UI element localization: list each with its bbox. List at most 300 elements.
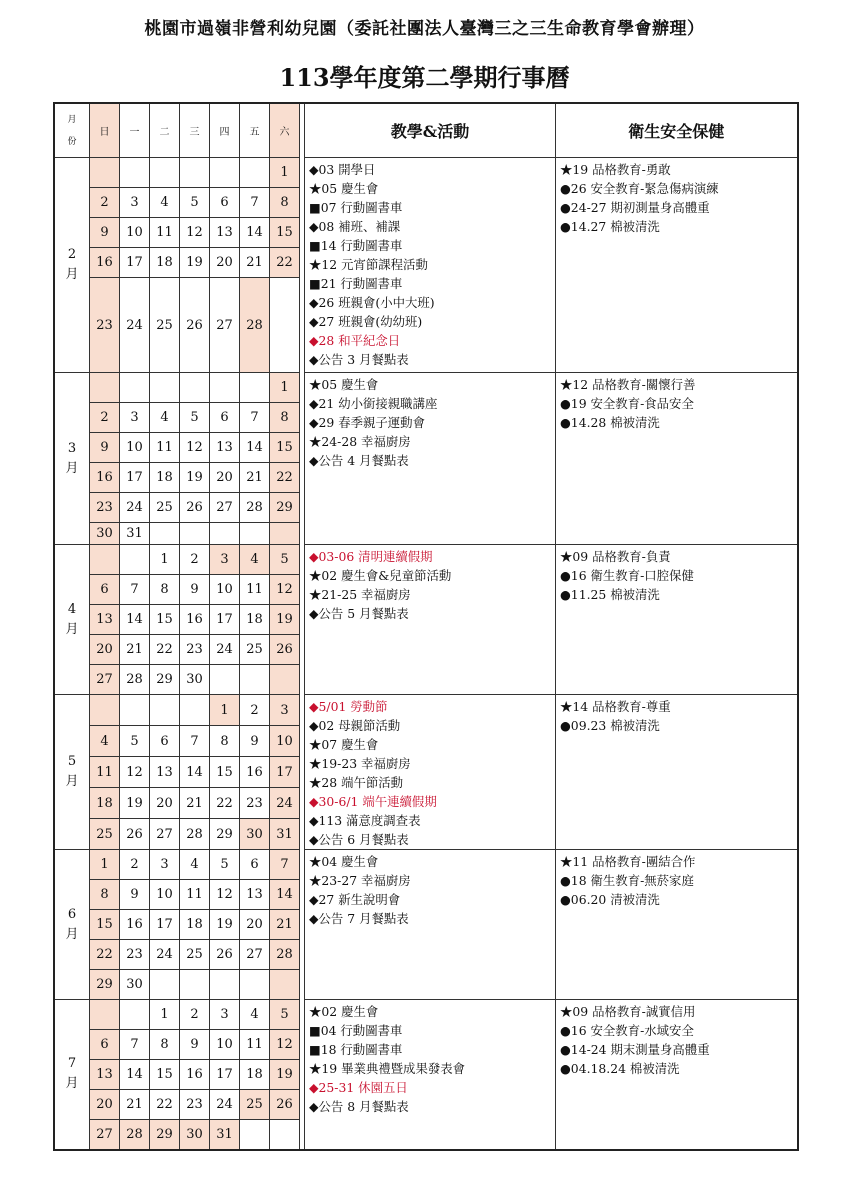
day-cell: 16 (240, 757, 270, 788)
day-cell (270, 665, 300, 695)
day-cell (240, 665, 270, 695)
day-cell: 8 (150, 575, 180, 605)
month-label-part: 月 (65, 267, 79, 282)
day-cell (150, 158, 180, 188)
day-cell: 7 (240, 188, 270, 218)
day-cell (120, 1000, 150, 1030)
day-cell: 18 (150, 463, 180, 493)
health-column-header: 衛生安全保健 (556, 103, 798, 158)
day-cell: 18 (90, 788, 120, 819)
day-cell: 21 (270, 910, 300, 940)
activity-item: ★02 慶生會&兒童節活動 (309, 568, 452, 583)
day-cell: 13 (90, 1060, 120, 1090)
weekday-header-thu: 四 (210, 103, 240, 158)
health-item: ●14.28 棉被清洗 (560, 415, 660, 430)
activity-item: ★28 端午節活動 (309, 775, 404, 790)
day-cell: 18 (180, 910, 210, 940)
health-safety-cell (556, 158, 798, 373)
day-cell: 23 (180, 635, 210, 665)
health-item: ●04.18.24 棉被清洗 (560, 1061, 680, 1076)
activity-item: ◆28 和平紀念日 (309, 333, 401, 348)
day-cell: 5 (180, 403, 210, 433)
day-cell: 4 (240, 545, 270, 575)
day-cell (90, 158, 120, 188)
day-cell: 12 (180, 433, 210, 463)
day-cell (120, 158, 150, 188)
month-label (54, 1000, 90, 1150)
day-cell: 29 (150, 665, 180, 695)
day-cell (180, 970, 210, 1000)
day-cell: 24 (270, 788, 300, 819)
day-cell: 8 (270, 403, 300, 433)
month-label-part: 月 (65, 1076, 79, 1092)
activity-item: ◆27 新生說明會 (309, 892, 401, 907)
calendar-table (53, 102, 799, 1151)
day-cell: 20 (150, 788, 180, 819)
day-cell: 20 (210, 463, 240, 493)
day-cell (150, 523, 180, 545)
activity-item: ■14 行動圖書車 (309, 238, 403, 253)
day-cell: 16 (180, 1060, 210, 1090)
day-cell (240, 523, 270, 545)
day-cell: 25 (240, 635, 270, 665)
day-cell: 6 (150, 726, 180, 757)
day-cell: 4 (150, 403, 180, 433)
health-item: ●14.27 棉被清洗 (560, 219, 660, 234)
day-cell (270, 523, 300, 545)
activity-item: ◆03-06 清明連續假期 (309, 549, 433, 564)
week-row (54, 158, 798, 188)
teaching-activities-cell (305, 158, 556, 373)
month-label-part: 7 (67, 1056, 77, 1072)
day-cell: 24 (210, 1090, 240, 1120)
day-cell (270, 970, 300, 1000)
day-cell (270, 278, 300, 373)
table-header-row (54, 103, 798, 158)
day-cell: 18 (240, 1060, 270, 1090)
health-item: ●14-24 期末測量身高體重 (560, 1042, 710, 1057)
day-cell: 1 (210, 695, 240, 726)
day-cell: 9 (180, 575, 210, 605)
day-cell: 26 (180, 493, 210, 523)
activity-item: ★07 慶生會 (309, 737, 379, 752)
day-cell: 21 (180, 788, 210, 819)
day-cell: 5 (210, 850, 240, 880)
day-cell: 23 (120, 940, 150, 970)
health-safety-cell (556, 695, 798, 850)
month-label-part: 月 (65, 774, 79, 789)
day-cell: 7 (120, 1030, 150, 1060)
day-cell: 8 (210, 726, 240, 757)
day-cell: 2 (90, 403, 120, 433)
day-cell: 2 (240, 695, 270, 726)
activity-item: ★05 慶生會 (309, 377, 379, 392)
day-cell: 19 (270, 605, 300, 635)
day-cell: 20 (210, 248, 240, 278)
day-cell: 12 (120, 757, 150, 788)
day-cell (150, 695, 180, 726)
day-cell: 23 (90, 278, 120, 373)
day-cell: 11 (150, 433, 180, 463)
day-cell: 7 (270, 850, 300, 880)
health-item: ●06.20 清被清洗 (560, 892, 660, 907)
day-cell: 29 (270, 493, 300, 523)
day-cell: 22 (270, 463, 300, 493)
teaching-activities-cell (305, 373, 556, 545)
activity-item: ★12 元宵節課程活動 (309, 257, 428, 272)
day-cell: 4 (180, 850, 210, 880)
day-cell: 12 (210, 880, 240, 910)
day-cell: 4 (240, 1000, 270, 1030)
health-item: ★19 品格教育-勇敢 (560, 162, 671, 177)
organization-name: 桃園市過嶺非營利幼兒園（委託社團法人臺灣三之三生命教育學會辦理） (144, 19, 705, 39)
day-cell: 1 (150, 1000, 180, 1030)
day-cell: 16 (90, 248, 120, 278)
day-cell: 17 (210, 605, 240, 635)
activity-item: ◆08 補班、補課 (309, 219, 401, 234)
health-item: ●19 安全教育-食品安全 (560, 396, 694, 411)
day-cell: 10 (210, 575, 240, 605)
health-item: ●09.23 棉被清洗 (560, 718, 660, 733)
day-cell: 29 (150, 1120, 180, 1150)
day-cell: 20 (240, 910, 270, 940)
activity-item: ◆02 母親節活動 (309, 718, 401, 733)
day-cell: 18 (150, 248, 180, 278)
day-cell: 28 (120, 665, 150, 695)
day-cell: 10 (150, 880, 180, 910)
month-label (54, 850, 90, 1000)
day-cell: 27 (210, 278, 240, 373)
day-cell: 2 (180, 1000, 210, 1030)
day-cell: 20 (90, 635, 120, 665)
weekday-header-mon: 一 (120, 103, 150, 158)
activity-item: ■18 行動圖書車 (309, 1042, 403, 1057)
activity-item: ★04 慶生會 (309, 854, 379, 869)
day-cell: 15 (150, 605, 180, 635)
week-row (54, 695, 798, 726)
day-cell: 11 (240, 575, 270, 605)
day-cell: 17 (120, 463, 150, 493)
day-cell (240, 158, 270, 188)
day-cell: 25 (150, 278, 180, 373)
day-cell: 6 (210, 403, 240, 433)
day-cell: 26 (270, 635, 300, 665)
day-cell: 27 (210, 493, 240, 523)
day-cell: 9 (180, 1030, 210, 1060)
day-cell: 17 (150, 910, 180, 940)
day-cell: 9 (120, 880, 150, 910)
day-cell: 3 (210, 1000, 240, 1030)
health-item: ●26 安全教育-緊急傷病演練 (560, 181, 719, 196)
day-cell: 6 (240, 850, 270, 880)
day-cell (90, 695, 120, 726)
day-cell: 20 (90, 1090, 120, 1120)
day-cell: 19 (180, 463, 210, 493)
day-cell (150, 373, 180, 403)
month-label (54, 545, 90, 695)
day-cell: 30 (180, 665, 210, 695)
day-cell: 28 (240, 278, 270, 373)
day-cell: 11 (240, 1030, 270, 1060)
day-cell (270, 1120, 300, 1150)
day-cell: 7 (180, 726, 210, 757)
day-cell: 5 (180, 188, 210, 218)
day-cell: 5 (120, 726, 150, 757)
day-cell: 26 (120, 819, 150, 850)
day-cell: 25 (180, 940, 210, 970)
health-item: ★12 品格教育-關懷行善 (560, 377, 696, 392)
teaching-activities-cell (305, 1000, 556, 1150)
month-label-part: 月 (65, 926, 79, 942)
day-cell (120, 373, 150, 403)
day-cell (210, 970, 240, 1000)
day-cell: 28 (270, 940, 300, 970)
health-item: ●16 安全教育-水域安全 (560, 1023, 694, 1038)
activity-item: ◆公告 3 月餐點表 (309, 352, 409, 367)
day-cell: 29 (210, 819, 240, 850)
activity-item: ◆03 開學日 (309, 162, 376, 177)
activity-item: ■04 行動圖書車 (309, 1023, 403, 1038)
health-item: ●24-27 期初測量身高體重 (560, 200, 710, 215)
activity-item: ■07 行動圖書車 (309, 200, 403, 215)
day-cell: 16 (90, 463, 120, 493)
day-cell (210, 158, 240, 188)
day-cell: 10 (210, 1030, 240, 1060)
day-cell: 18 (240, 605, 270, 635)
teaching-activities-cell (305, 545, 556, 695)
health-item: ★09 品格教育-負責 (560, 549, 671, 564)
day-cell: 3 (150, 850, 180, 880)
day-cell: 12 (270, 575, 300, 605)
activity-item: ◆30-6/1 端午連續假期 (309, 794, 437, 809)
day-cell: 19 (120, 788, 150, 819)
day-cell: 14 (120, 605, 150, 635)
day-cell: 26 (270, 1090, 300, 1120)
month-header-char-1: 月 (67, 114, 77, 125)
day-cell: 14 (240, 433, 270, 463)
day-cell: 25 (240, 1090, 270, 1120)
day-cell: 2 (180, 545, 210, 575)
day-cell: 23 (240, 788, 270, 819)
activity-item: ★24-28 幸福廚房 (309, 434, 411, 449)
weekday-header-tue: 二 (150, 103, 180, 158)
month-column-header (54, 103, 90, 158)
day-cell: 22 (150, 1090, 180, 1120)
day-cell: 16 (120, 910, 150, 940)
day-cell: 28 (120, 1120, 150, 1150)
activity-item: ★02 慶生會 (309, 1004, 379, 1019)
day-cell (90, 1000, 120, 1030)
activity-item: ◆26 班親會(小中大班) (309, 295, 435, 310)
day-cell: 8 (90, 880, 120, 910)
day-cell: 24 (120, 278, 150, 373)
day-cell (150, 970, 180, 1000)
day-cell: 23 (90, 493, 120, 523)
day-cell: 17 (270, 757, 300, 788)
day-cell (180, 695, 210, 726)
day-cell: 2 (120, 850, 150, 880)
day-cell: 1 (270, 373, 300, 403)
day-cell: 4 (150, 188, 180, 218)
day-cell: 15 (270, 218, 300, 248)
day-cell: 13 (210, 218, 240, 248)
month-label (54, 158, 90, 373)
day-cell: 21 (240, 248, 270, 278)
day-cell: 13 (150, 757, 180, 788)
day-cell: 19 (180, 248, 210, 278)
day-cell (180, 523, 210, 545)
day-cell: 14 (270, 880, 300, 910)
day-cell: 31 (120, 523, 150, 545)
day-cell: 9 (240, 726, 270, 757)
day-cell: 12 (270, 1030, 300, 1060)
day-cell (120, 545, 150, 575)
month-label-part: 2 (67, 247, 77, 262)
teaching-activities-cell (305, 850, 556, 1000)
weekday-header-sat: 六 (270, 103, 300, 158)
day-cell (240, 1120, 270, 1150)
day-cell: 9 (90, 433, 120, 463)
weekday-header-wed: 三 (180, 103, 210, 158)
activity-item: ◆公告 5 月餐點表 (309, 606, 409, 621)
weekday-header-sun: 日 (90, 103, 120, 158)
day-cell: 3 (120, 403, 150, 433)
activity-item: ◆27 班親會(幼幼班) (309, 314, 423, 329)
day-cell: 9 (90, 218, 120, 248)
month-label-part: 3 (67, 440, 77, 456)
day-cell: 19 (270, 1060, 300, 1090)
week-row (54, 545, 798, 575)
month-label-part: 月 (65, 621, 79, 637)
day-cell: 7 (240, 403, 270, 433)
health-safety-cell (556, 1000, 798, 1150)
health-item: ●16 衛生教育-口腔保健 (560, 568, 694, 583)
health-item: ★14 品格教育-尊重 (560, 699, 671, 714)
day-cell (210, 373, 240, 403)
day-cell: 3 (120, 188, 150, 218)
day-cell: 13 (90, 605, 120, 635)
day-cell: 8 (270, 188, 300, 218)
week-row (54, 1000, 798, 1030)
day-cell: 25 (90, 819, 120, 850)
health-item: ★09 品格教育-誠實信用 (560, 1004, 696, 1019)
activity-item: ★19 畢業典禮暨成果發表會 (309, 1061, 466, 1076)
activity-item: ★05 慶生會 (309, 181, 379, 196)
day-cell: 6 (90, 1030, 120, 1060)
day-cell: 15 (90, 910, 120, 940)
day-cell: 19 (210, 910, 240, 940)
day-cell: 27 (90, 1120, 120, 1150)
weekday-header-fri: 五 (240, 103, 270, 158)
day-cell: 22 (270, 248, 300, 278)
day-cell: 14 (240, 218, 270, 248)
day-cell: 3 (270, 695, 300, 726)
day-cell: 27 (150, 819, 180, 850)
day-cell: 11 (90, 757, 120, 788)
day-cell (240, 373, 270, 403)
activity-item: ◆公告 6 月餐點表 (309, 832, 409, 847)
day-cell: 22 (90, 940, 120, 970)
activity-item: ■21 行動圖書車 (309, 276, 403, 291)
activity-item: ◆25-31 休園五日 (309, 1080, 408, 1095)
day-cell: 13 (210, 433, 240, 463)
activity-item: ◆5/01 勞動節 (309, 699, 388, 714)
day-cell: 4 (90, 726, 120, 757)
day-cell: 14 (180, 757, 210, 788)
day-cell (210, 523, 240, 545)
day-cell: 3 (210, 545, 240, 575)
activity-item: ◆113 滿意度調查表 (309, 813, 421, 828)
day-cell: 27 (90, 665, 120, 695)
day-cell: 15 (270, 433, 300, 463)
activity-item: ★19-23 幸福廚房 (309, 756, 411, 771)
month-label (54, 373, 90, 545)
day-cell: 10 (120, 433, 150, 463)
health-safety-cell (556, 545, 798, 695)
day-cell: 2 (90, 188, 120, 218)
day-cell: 26 (180, 278, 210, 373)
day-cell: 7 (120, 575, 150, 605)
activity-item: ◆公告 8 月餐點表 (309, 1099, 409, 1114)
activity-item: ◆21 幼小銜接親職講座 (309, 396, 438, 411)
month-header-char-2: 份 (67, 136, 77, 147)
day-cell: 8 (150, 1030, 180, 1060)
day-cell: 29 (90, 970, 120, 1000)
day-cell: 31 (270, 819, 300, 850)
day-cell: 27 (240, 940, 270, 970)
day-cell: 24 (150, 940, 180, 970)
day-cell: 30 (120, 970, 150, 1000)
day-cell: 11 (150, 218, 180, 248)
day-cell (180, 373, 210, 403)
teaching-column-header: 教學&活動 (305, 103, 556, 158)
day-cell: 21 (120, 635, 150, 665)
health-item: ●18 衛生教育-無菸家庭 (560, 873, 694, 888)
month-label-part: 6 (67, 906, 77, 922)
day-cell: 1 (90, 850, 120, 880)
page-title: 113學年度第二學期行事曆 (279, 63, 570, 92)
day-cell: 17 (210, 1060, 240, 1090)
week-row (54, 850, 798, 880)
health-safety-cell (556, 373, 798, 545)
health-item: ★11 品格教育-團結合作 (560, 854, 696, 869)
day-cell: 28 (180, 819, 210, 850)
day-cell (210, 665, 240, 695)
day-cell: 21 (120, 1090, 150, 1120)
day-cell: 5 (270, 545, 300, 575)
teaching-activities-cell (305, 695, 556, 850)
week-row (54, 373, 798, 403)
health-item: ●11.25 棉被清洗 (560, 587, 660, 602)
month-label (54, 695, 90, 850)
day-cell: 10 (270, 726, 300, 757)
day-cell (120, 695, 150, 726)
day-cell: 26 (210, 940, 240, 970)
month-label-part: 5 (67, 754, 77, 769)
day-cell: 30 (90, 523, 120, 545)
day-cell: 25 (150, 493, 180, 523)
day-cell: 1 (150, 545, 180, 575)
day-cell: 21 (240, 463, 270, 493)
day-cell: 24 (210, 635, 240, 665)
day-cell: 16 (180, 605, 210, 635)
activity-item: ◆29 春季親子運動會 (309, 415, 425, 430)
day-cell: 17 (120, 248, 150, 278)
day-cell: 30 (240, 819, 270, 850)
month-label-part: 月 (65, 460, 79, 476)
day-cell: 10 (120, 218, 150, 248)
day-cell (90, 373, 120, 403)
